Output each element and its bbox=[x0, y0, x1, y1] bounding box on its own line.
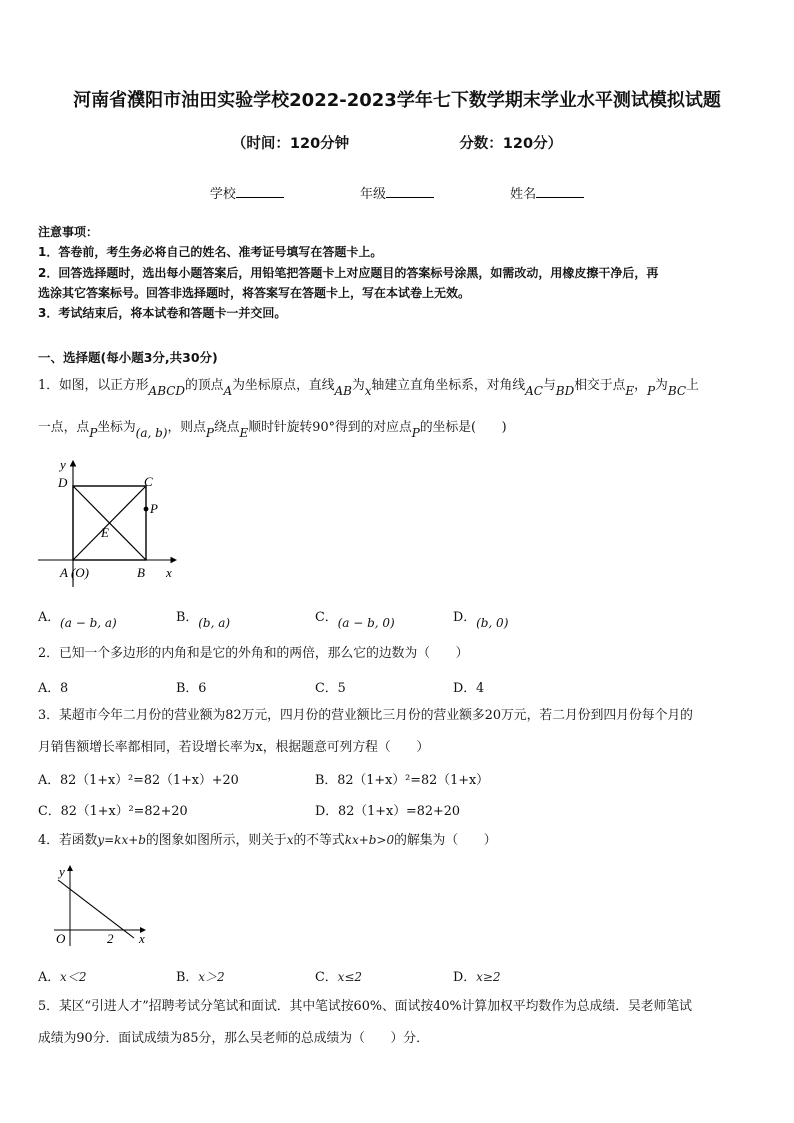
q4-line-graph bbox=[50, 862, 155, 948]
exam-title: 河南省濮阳市油田实验学校2022-2023学年七下数学期末学业水平测试模拟试题 bbox=[73, 90, 721, 111]
label-d: D bbox=[58, 475, 68, 490]
q2-option-c[interactable]: C．5 bbox=[315, 681, 346, 696]
function-line bbox=[58, 880, 134, 938]
q4-option-a[interactable]: A．x＜2 bbox=[38, 970, 87, 985]
q2-option-b[interactable]: B．6 bbox=[176, 681, 207, 696]
school-label: 学校 bbox=[209, 187, 236, 202]
q4-option-c[interactable]: C．x≤2 bbox=[315, 970, 363, 985]
q4-text: 4．若函数y=kx+b的图象如图所示，则关于x的不等式kx+b>0的解集为（ ） bbox=[38, 833, 497, 848]
q3-option-a[interactable]: A．82（1+x）²=82（1+x）+20 bbox=[38, 773, 239, 788]
q2-option-d[interactable]: D．4 bbox=[453, 681, 485, 696]
q1-square-figure bbox=[36, 455, 186, 590]
q3-line2: 月销售额增长率都相同，若设增长率为x，根据题意可列方程（ ） bbox=[38, 740, 430, 755]
section-heading: 一、选择题(每小题3分,共30分) bbox=[38, 350, 218, 365]
label-o: O bbox=[56, 931, 66, 946]
q4-option-d[interactable]: D．x≥2 bbox=[453, 970, 501, 985]
label-x: x bbox=[166, 565, 172, 580]
student-info-row bbox=[0, 183, 794, 202]
label-b: B bbox=[137, 565, 145, 580]
name-label: 姓名 bbox=[510, 187, 537, 202]
q5-line1: 5．某区“引进人才”招聘考试分笔试和面试．其中笔试按60%、面试按40%计算加权平均数作为总成绩．吴老师笔试 bbox=[38, 999, 692, 1014]
q1-line1: 1．如图，以正方形ABCD的顶点A为坐标原点，直线AB为x轴建立直角坐标系，对角线AC与BD相交于点E，P为BC上 bbox=[38, 378, 699, 398]
q3-option-c[interactable]: C．82（1+x）²=82+20 bbox=[38, 804, 188, 819]
q1-option-b[interactable]: B．(b, a) bbox=[176, 610, 231, 630]
label-2: 2 bbox=[107, 931, 114, 946]
q3-line1: 3．某超市今年二月份的营业额为82万元，四月份的营业额比三月份的营业额多20万元，若二月份到四月份每个月的 bbox=[38, 708, 693, 723]
notes-item: 选涂其它答案标号。回答非选择题时，将答案写在答题卡上，写在本试卷上无效。 bbox=[38, 285, 471, 300]
label-e: E bbox=[101, 525, 109, 540]
exam-subtitle bbox=[0, 132, 794, 153]
label-p: P bbox=[150, 501, 158, 516]
q1-option-a[interactable]: A．(a − b, a) bbox=[38, 610, 117, 630]
q2-text: 2．已知一个多边形的内角和是它的外角和的两倍，那么它的边数为（ ） bbox=[38, 646, 469, 661]
q5-line2: 成绩为90分．面试成绩为85分，那么吴老师的总成绩为（ ）分． bbox=[38, 1031, 429, 1046]
grade-label: 年级 bbox=[359, 187, 386, 202]
notes-item: 2．回答选择题时，选出每小题答案后，用铅笔把答题卡上对应题目的答案标号涂黑，如需改动，用橡皮擦干净后，再 bbox=[38, 265, 659, 280]
q1-line2: 一点，点P坐标为(a, b)，则点P绕点E顺时针旋转90°得到的对应点P的坐标是( ) bbox=[38, 420, 507, 440]
grade-blank[interactable] bbox=[386, 185, 434, 198]
q1-option-c[interactable]: C．(a − b, 0) bbox=[315, 610, 395, 630]
school-blank[interactable] bbox=[236, 185, 284, 198]
notes-item: 1．答卷前，考生务必将自己的姓名、准考证号填写在答题卡上。 bbox=[38, 245, 383, 260]
notes-block bbox=[38, 222, 762, 323]
notes-heading: 注意事项： bbox=[38, 225, 99, 239]
q3-option-d[interactable]: D．82（1+x）=82+20 bbox=[315, 804, 461, 819]
q2-option-a[interactable]: A．8 bbox=[38, 681, 69, 696]
point-p bbox=[144, 507, 149, 512]
q1-option-d[interactable]: D．(b, 0) bbox=[453, 610, 509, 630]
label-c: C bbox=[144, 474, 153, 489]
notes-item: 3．考试结束后，将本试卷和答题卡一并交回。 bbox=[38, 306, 287, 321]
q4-option-b[interactable]: B．x＞2 bbox=[176, 970, 225, 985]
time-label: （时间：120分钟 bbox=[231, 136, 350, 152]
label-y: y bbox=[60, 457, 66, 472]
q3-option-b[interactable]: B．82（1+x）²=82（1+x） bbox=[315, 773, 489, 788]
label-a-origin: A (O) bbox=[60, 565, 90, 580]
label-y: y bbox=[59, 864, 65, 879]
name-blank[interactable] bbox=[536, 185, 584, 198]
score-label: 分数：120分） bbox=[459, 136, 563, 152]
label-x: x bbox=[139, 931, 145, 946]
